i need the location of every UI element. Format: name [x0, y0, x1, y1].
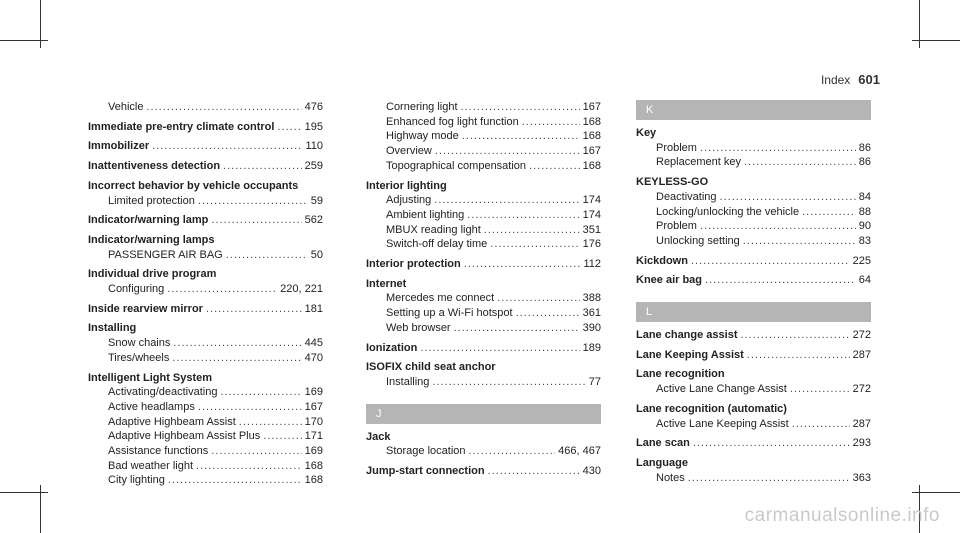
leader-dots [497, 291, 579, 306]
entry-text: Ionization [366, 341, 418, 354]
leader-dots [239, 415, 302, 430]
index-subentry [366, 144, 601, 159]
page-reference: 225 [852, 254, 871, 267]
page-reference: 86 [858, 156, 871, 169]
entry-text: Overview [386, 145, 432, 158]
index-subentry [636, 190, 871, 205]
index-column-2 [366, 100, 601, 479]
page-reference: 77 [588, 375, 601, 388]
entry-text: Inside rearview mirror [88, 302, 203, 315]
page-reference: 287 [852, 348, 871, 361]
page-reference: 168 [304, 474, 323, 487]
entry-text: Notes [656, 471, 685, 484]
index-subentry [366, 444, 601, 459]
index-entry [636, 402, 871, 417]
leader-dots [743, 234, 856, 249]
index-entry [636, 328, 871, 343]
entry-text: Limited protection [108, 194, 195, 207]
page-reference: 195 [304, 120, 323, 133]
index-entry [366, 179, 601, 194]
leader-dots [420, 341, 579, 356]
entry-text: Immediate pre-entry climate control [88, 120, 275, 133]
leader-dots [529, 159, 580, 174]
page-reference: 168 [582, 115, 601, 128]
leader-dots [454, 321, 580, 336]
page-reference: 168 [582, 159, 601, 172]
index-subentry [366, 159, 601, 174]
index-entry [366, 430, 601, 445]
page-reference: 169 [304, 386, 323, 399]
page-reference: 181 [304, 302, 323, 315]
index-subentry [88, 459, 323, 474]
leader-dots [720, 190, 856, 205]
index-entry [636, 367, 871, 382]
entry-text: Indicator/warning lamps [88, 233, 215, 246]
page-reference: 174 [582, 194, 601, 207]
index-subentry [366, 306, 601, 321]
entry-text: Adaptive Highbeam Assist [108, 415, 236, 428]
leader-dots [688, 471, 850, 486]
page-reference: 259 [304, 160, 323, 173]
letter-heading: K [636, 100, 871, 120]
entry-text: Snow chains [108, 337, 171, 350]
index-subentry [636, 155, 871, 170]
page-reference: 430 [582, 465, 601, 478]
index-subentry [636, 219, 871, 234]
crop-mark [912, 40, 960, 41]
page-reference: 351 [582, 223, 601, 236]
entry-text: Cornering light [386, 101, 458, 113]
index-entry [88, 371, 323, 386]
index-entry [366, 257, 601, 272]
leader-dots [206, 302, 302, 317]
leader-dots [167, 282, 277, 297]
leader-dots [172, 351, 301, 366]
page-reference: 272 [852, 329, 871, 342]
page-reference: 88 [858, 205, 871, 218]
page-reference: 171 [304, 430, 323, 443]
page-number: 601 [858, 72, 880, 87]
page-reference: 361 [582, 307, 601, 320]
index-subentry [366, 115, 601, 130]
entry-text: Tires/wheels [108, 351, 170, 364]
index-subentry [366, 375, 601, 390]
index-subentry [636, 471, 871, 486]
crop-mark [0, 40, 48, 41]
index-subentry [88, 194, 323, 209]
entry-text: Lane recognition [636, 368, 725, 381]
page-reference: 64 [858, 274, 871, 287]
page-reference: 189 [582, 341, 601, 354]
entry-text: Setting up a Wi-Fi hotspot [386, 307, 513, 320]
page-reference: 167 [582, 101, 601, 113]
leader-dots [146, 100, 301, 115]
page-reference: 470 [304, 351, 323, 364]
entry-text: Installing [88, 322, 137, 335]
entry-text: Adjusting [386, 194, 432, 207]
page-reference: 466, 467 [558, 445, 601, 458]
index-subentry [636, 417, 871, 432]
page-reference: 176 [582, 238, 601, 251]
page-reference: 86 [858, 141, 871, 154]
leader-dots [691, 254, 850, 269]
page-reference: 83 [858, 234, 871, 247]
index-subentry [636, 205, 871, 220]
leader-dots [741, 328, 850, 343]
page-reference: 168 [582, 130, 601, 143]
entry-text: Active Lane Keeping Assist [656, 417, 789, 430]
page-reference: 167 [304, 400, 323, 413]
index-subentry [88, 336, 323, 351]
entry-text: Interior protection [366, 258, 461, 271]
letter-heading: L [636, 302, 871, 322]
index-subentry [366, 208, 601, 223]
entry-text: Internet [366, 277, 407, 290]
leader-dots [792, 417, 850, 432]
crop-mark [0, 492, 48, 493]
page-reference: 84 [858, 190, 871, 203]
index-subentry [88, 385, 323, 400]
index-subentry [366, 193, 601, 208]
entry-text: Active Lane Change Assist [656, 383, 787, 396]
leader-dots [484, 223, 580, 238]
entry-text: Problem [656, 141, 697, 154]
leader-dots [461, 100, 580, 115]
entry-text: Vehicle [108, 101, 144, 113]
entry-text: Web browser [386, 321, 451, 334]
entry-text: Topographical compensation [386, 159, 527, 172]
page-reference: 168 [304, 459, 323, 472]
leader-dots [173, 336, 301, 351]
leader-dots [277, 120, 301, 135]
entry-text: Unlocking setting [656, 234, 740, 247]
index-entry [88, 120, 323, 135]
leader-dots [464, 257, 581, 272]
index-entry [636, 348, 871, 363]
entry-text: Switch-off delay time [386, 238, 488, 251]
entry-text: KEYLESS-GO [636, 176, 709, 189]
entry-text: Activating/deactivating [108, 386, 218, 399]
index-entry [636, 254, 871, 269]
entry-text: PASSENGER AIR BAG [108, 248, 223, 261]
crop-mark [912, 492, 960, 493]
entry-text: Deactivating [656, 190, 717, 203]
index-subentry [88, 473, 323, 488]
index-subentry [366, 237, 601, 252]
page-reference: 390 [582, 321, 601, 334]
entry-text: Installing [386, 375, 430, 388]
leader-dots [198, 194, 308, 209]
index-subentry [366, 321, 601, 336]
index-subentry [366, 223, 601, 238]
entry-text: City lighting [108, 474, 165, 487]
leader-dots [211, 213, 301, 228]
entry-text: MBUX reading light [386, 223, 481, 236]
page-reference: 174 [582, 208, 601, 221]
leader-dots [432, 375, 585, 390]
leader-dots [462, 129, 580, 144]
index-entry [88, 139, 323, 154]
index-entry [366, 464, 601, 479]
leader-dots [490, 237, 579, 252]
entry-text: Active headlamps [108, 400, 195, 413]
leader-dots [168, 473, 302, 488]
index-entry [88, 159, 323, 174]
entry-text: Adaptive Highbeam Assist Plus [108, 430, 261, 443]
entry-text: Immobilizer [88, 140, 150, 153]
entry-text: Jack [366, 430, 391, 443]
leader-dots [226, 248, 308, 263]
index-subentry [636, 234, 871, 249]
entry-text: Lane scan [636, 437, 690, 450]
entry-text: Interior lighting [366, 179, 447, 192]
leader-dots [469, 444, 556, 459]
index-subentry [366, 291, 601, 306]
leader-dots [700, 141, 856, 156]
index-subentry [88, 415, 323, 430]
entry-text: Kickdown [636, 254, 688, 267]
index-subentry [366, 100, 601, 115]
page-reference: 167 [582, 145, 601, 158]
entry-text: Ambient lighting [386, 208, 465, 221]
leader-dots [488, 464, 580, 479]
leader-dots [705, 273, 856, 288]
index-entry [366, 360, 601, 375]
entry-text: Indicator/warning lamp [88, 214, 209, 227]
entry-text: ISOFIX child seat anchor [366, 361, 496, 374]
index-subentry [88, 282, 323, 297]
leader-dots [522, 115, 580, 130]
entry-text: Problem [656, 220, 697, 233]
index-entry [636, 436, 871, 451]
leader-dots [434, 193, 579, 208]
index-entry [636, 126, 871, 141]
letter-heading: J [366, 404, 601, 424]
entry-text: Incorrect behavior by vehicle occupants [88, 179, 299, 192]
entry-text: Key [636, 127, 657, 139]
page-reference: 272 [852, 383, 871, 396]
entry-text: Locking/unlocking the vehicle [656, 205, 800, 218]
leader-dots [196, 459, 302, 474]
leader-dots [744, 155, 856, 170]
watermark: carmanualsonline.info [744, 505, 940, 526]
page-reference: 287 [852, 417, 871, 430]
page-header [821, 72, 880, 87]
index-entry [88, 179, 323, 194]
page-reference: 562 [304, 214, 323, 227]
leader-dots [152, 139, 302, 154]
index-subentry [88, 429, 323, 444]
page-reference: 170 [304, 415, 323, 428]
index-entry [636, 456, 871, 471]
page-reference: 112 [583, 258, 601, 271]
page-reference: 445 [304, 337, 323, 350]
entry-text: Storage location [386, 445, 466, 458]
index-entry [88, 213, 323, 228]
index-subentry [88, 100, 323, 115]
leader-dots [790, 382, 850, 397]
entry-text: Bad weather light [108, 459, 193, 472]
entry-text: Enhanced fog light function [386, 115, 519, 128]
index-entry [636, 273, 871, 288]
index-subentry [366, 129, 601, 144]
page-reference: 90 [858, 220, 871, 233]
entry-text: Highway mode [386, 130, 459, 143]
index-subentry [636, 141, 871, 156]
page-reference: 363 [852, 471, 871, 484]
header-label: Index [820, 73, 851, 87]
entry-text: Lane recognition (automatic) [636, 402, 787, 415]
entry-text: Individual drive program [88, 268, 217, 281]
index-subentry [88, 351, 323, 366]
index-column-1 [88, 100, 323, 488]
entry-text: Lane change assist [636, 329, 738, 342]
leader-dots [467, 208, 579, 223]
page-reference: 293 [852, 437, 871, 450]
leader-dots [747, 348, 850, 363]
index-entry [88, 267, 323, 282]
leader-dots [198, 400, 302, 415]
leader-dots [693, 436, 850, 451]
index-entry [366, 341, 601, 356]
leader-dots [223, 159, 302, 174]
leader-dots [802, 205, 856, 220]
page-reference: 476 [304, 101, 323, 113]
page-reference: 59 [310, 194, 323, 207]
index-subentry [88, 444, 323, 459]
page-reference: 169 [304, 445, 323, 458]
entry-text: Assistance functions [108, 445, 209, 458]
entry-text: Language [636, 456, 688, 469]
page-reference: 220, 221 [280, 283, 323, 296]
page-reference: 50 [310, 248, 323, 261]
leader-dots [700, 219, 856, 234]
index-entry [88, 302, 323, 317]
page-reference: 110 [305, 140, 323, 153]
leader-dots [435, 144, 580, 159]
entry-text: Replacement key [656, 156, 741, 169]
page-reference: 388 [582, 292, 601, 305]
entry-text: Knee air bag [636, 274, 703, 287]
index-entry [88, 233, 323, 248]
entry-text: Lane Keeping Assist [636, 348, 744, 361]
index-subentry [636, 382, 871, 397]
entry-text: Intelligent Light System [88, 371, 213, 384]
entry-text: Mercedes me connect [386, 292, 495, 305]
leader-dots [220, 385, 301, 400]
leader-dots [516, 306, 580, 321]
index-column-3 [636, 100, 871, 485]
leader-dots [211, 444, 301, 459]
index-entry [366, 277, 601, 292]
index-entry [88, 321, 323, 336]
entry-text: Jump-start connection [366, 465, 485, 478]
index-subentry [88, 400, 323, 415]
index-entry [636, 175, 871, 190]
entry-text: Inattentiveness detection [88, 160, 221, 173]
leader-dots [263, 429, 301, 444]
entry-text: Configuring [108, 283, 165, 296]
index-subentry [88, 248, 323, 263]
